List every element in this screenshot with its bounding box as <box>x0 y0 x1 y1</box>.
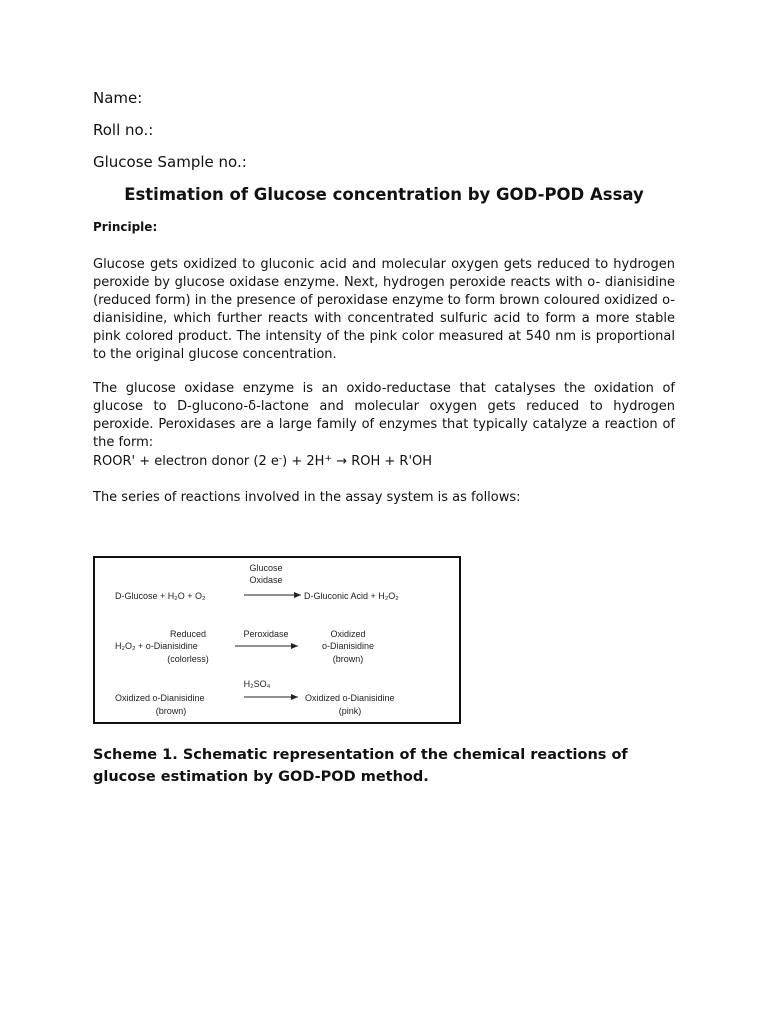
equation-sup-1: - <box>278 453 283 464</box>
r2-enzyme: Peroxidase <box>243 629 289 639</box>
r2-brown-label: (brown) <box>332 654 364 664</box>
r1-enzyme-line2: Oxidase <box>249 575 283 585</box>
r2-reduced-label: Reduced <box>169 629 207 639</box>
equation-part-2: ) + 2H <box>282 454 325 469</box>
r3-brown-label: (brown) <box>155 706 187 716</box>
r2-oxidized-label: Oxidized <box>330 629 366 639</box>
roll-no-label: Roll no.: <box>93 121 154 139</box>
r3-reagent: H₂SO₄ <box>243 679 271 689</box>
r1-enzyme-line1: Glucose <box>249 563 283 573</box>
equation-sup-2: + <box>324 453 333 464</box>
r1-reactants: D-Glucose + H₂O + O₂ <box>115 591 206 601</box>
r2-colorless-label: (colorless) <box>167 654 209 664</box>
principle-heading: Principle: <box>93 220 158 234</box>
glucose-sample-label: Glucose Sample no.: <box>93 153 247 171</box>
r3-reactant: Oxidized o-Dianisidine <box>115 693 205 703</box>
r3-pink-label: (pink) <box>338 706 362 716</box>
principle-paragraph: Glucose gets oxidized to gluconic acid and molecular oxygen gets reduced to hydrogen peroxide by glucose oxidase enzyme. Next, hydrogen peroxide reacts with o- dianisidine (reduced form) in the presence of peroxidase enzyme to form brown coloured oxidized o-dianisidine, which further reacts with concentrated sulfuric acid to form a more stable pink colored product. The intensity of the pink color measured at 540 nm is proportional to the original glucose concentration. <box>93 257 675 362</box>
peroxidase-equation <box>93 453 432 472</box>
series-intro: The series of reactions involved in the assay system is as follows: <box>93 490 521 505</box>
r1-products: D-Gluconic Acid + H₂O₂ <box>304 591 399 601</box>
equation-part-3: → ROH + R'OH <box>332 454 433 469</box>
glucose-oxidase-paragraph: The glucose oxidase enzyme is an oxido-reductase that catalyses the oxidation of glucose to D-glucono-δ-lactone and molecular oxygen gets reduced to hydrogen peroxide. Peroxidases are a large family of enzymes that typically catalyze a reaction of the form: <box>93 381 675 450</box>
r2-reactants: H₂O₂ + o-Dianisidine <box>115 641 198 651</box>
name-label: Name: <box>93 89 143 107</box>
r2-product: o-Dianisidine <box>321 641 375 651</box>
document-title: Estimation of Glucose concentration by GOD-POD Assay <box>124 185 644 204</box>
scheme-caption: Scheme 1. Schematic representation of the chemical reactions of glucose estimation by GOD-POD method. <box>93 747 628 785</box>
equation-part-1: ROOR' + electron donor (2 e <box>93 454 279 469</box>
reaction-scheme-diagram <box>95 558 459 722</box>
r3-product: Oxidized o-Dianisidine <box>305 693 395 703</box>
reaction-scheme <box>93 556 461 724</box>
